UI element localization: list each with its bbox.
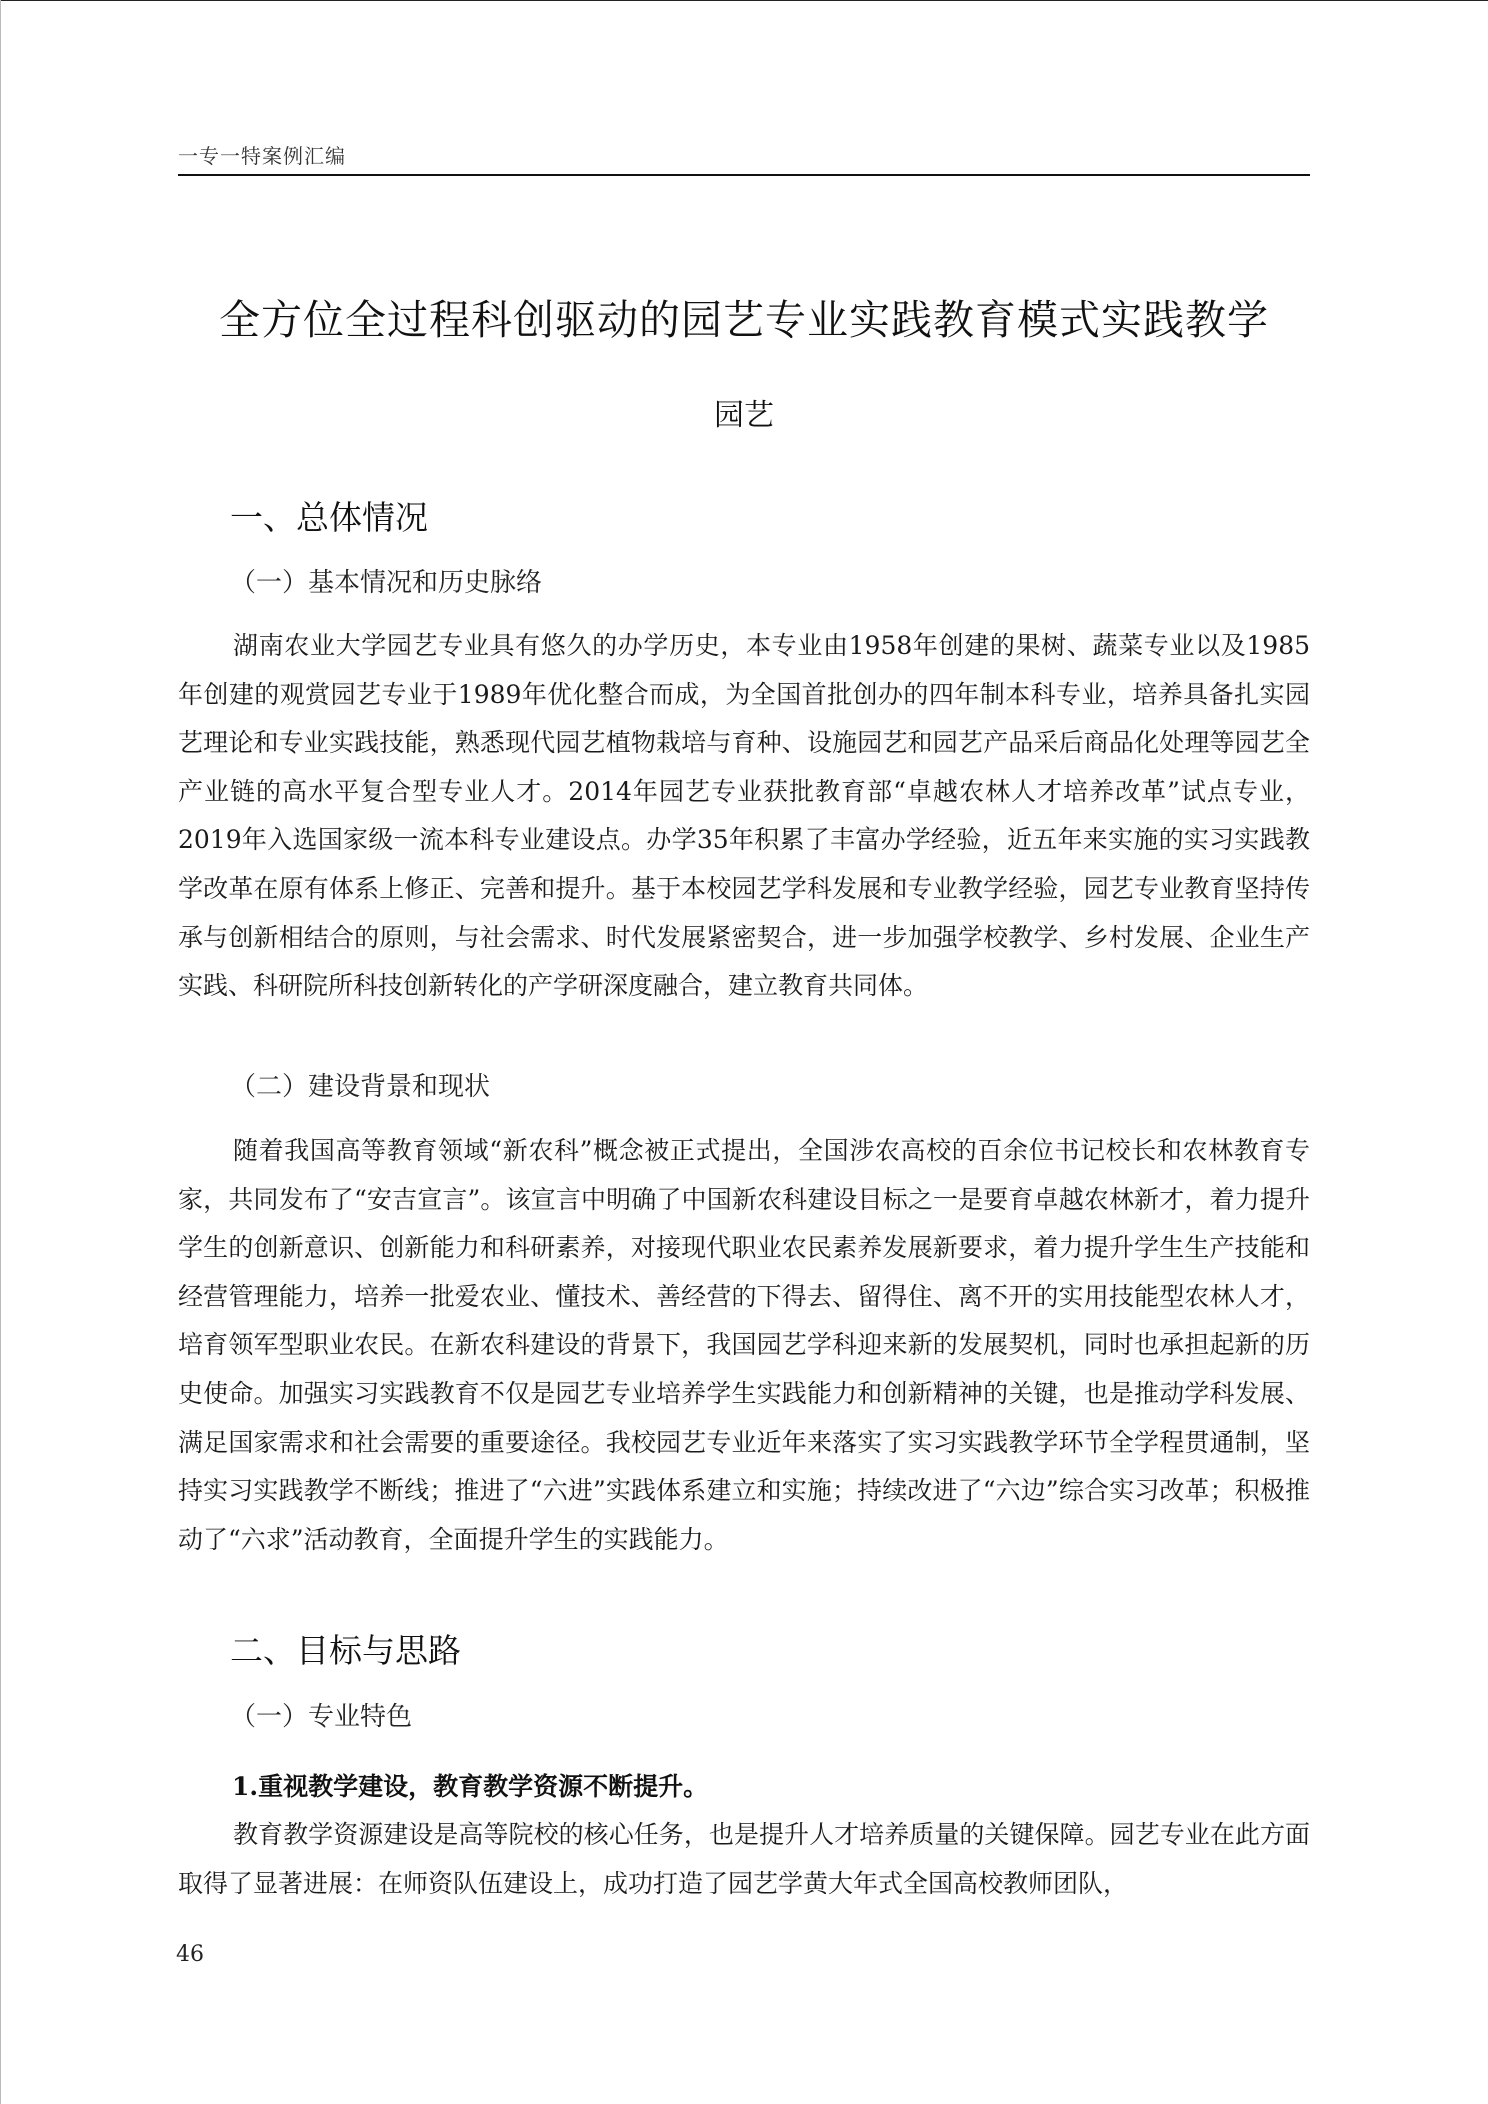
section-2-heading: 二、目标与思路 — [230, 1631, 461, 1670]
page-left-border — [0, 0, 1, 2104]
section-1-2-heading: （二）建设背景和现状 — [230, 1072, 491, 1102]
section-1-1-heading: （一）基本情况和历史脉络 — [230, 568, 543, 598]
running-header — [178, 142, 1310, 176]
section-1-1-paragraph: 湖南农业大学园艺专业具有悠久的办学历史，本专业由1958年创建的果树、蔬菜专业以及1985年创建的观赏园艺专业于1989年优化整合而成，为全国首批创办的四年制本科专业，培养具备扎实园艺理论和专业实践技能，熟悉现代园艺植物栽培与育种、设施园艺和园艺产品采后商品化处理等园艺全产业链的高水平复合型专业人才。2014年园艺专业获批教育部“卓越农林人才培养改革”试点专业，2019年入选国家级一流本科专业建设点。办学35年积累了丰富办学经验，近五年来实施的实习实践教学改革在原有体系上修正、完善和提升。基于本校园艺学科发展和专业教学经验，园艺专业教育坚持传承与创新相结合的原则，与社会需求、时代发展紧密契合，进一步加强学校教学、乡村发展、企业生产实践、科研院所科技创新转化的产学研深度融合，建立教育共同体。 — [178, 631, 1310, 1001]
document-author: 园艺 — [714, 398, 774, 433]
section-1-heading: 一、总体情况 — [230, 498, 428, 537]
page-top-border — [0, 0, 1488, 1]
section-2-1-heading: （一）专业特色 — [230, 1702, 413, 1732]
document-title: 全方位全过程科创驱动的园艺专业实践教育模式实践教学 — [219, 296, 1269, 344]
section-1-2-paragraph: 随着我国高等教育领域“新农科”概念被正式提出，全国涉农高校的百余位书记校长和农林教育专家，共同发布了“安吉宣言”。该宣言中明确了中国新农科建设目标之一是要育卓越农林新才，着力提升学生的创新意识、创新能力和科研素养，对接现代职业农民素养发展新要求，着力提升学生生产技能和经营管理能力，培养一批爱农业、懂技术、善经营的下得去、留得住、离不开的实用技能型农林人才，培育领军型职业农民。在新农科建设的背景下，我国园艺学科迎来新的发展契机，同时也承担起新的历史使命。加强实习实践教育不仅是园艺专业培养学生实践能力和创新精神的关键，也是推动学科发展、满足国家需求和社会需要的重要途径。我校园艺专业近年来落实了实习实践教学环节全学程贯通制，坚持实习实践教学不断线；推进了“六进”实践体系建立和实施；持续改进了“六边”综合实习改革；积极推动了“六求”活动教育，全面提升学生的实践能力。 — [178, 1136, 1310, 1554]
section-2-1-point-1-paragraph: 教育教学资源建设是高等院校的核心任务，也是提升人才培养质量的关键保障。园艺专业在此方面取得了显著进展：在师资队伍建设上，成功打造了园艺学黄大年式全国高校教师团队， — [178, 1820, 1310, 1898]
page-number: 46 — [176, 1942, 204, 1967]
running-header-title: 一专一特案例汇编 — [178, 144, 346, 168]
section-2-1-point-1-heading: 1.重视教学建设，教育教学资源不断提升。 — [232, 1772, 709, 1801]
